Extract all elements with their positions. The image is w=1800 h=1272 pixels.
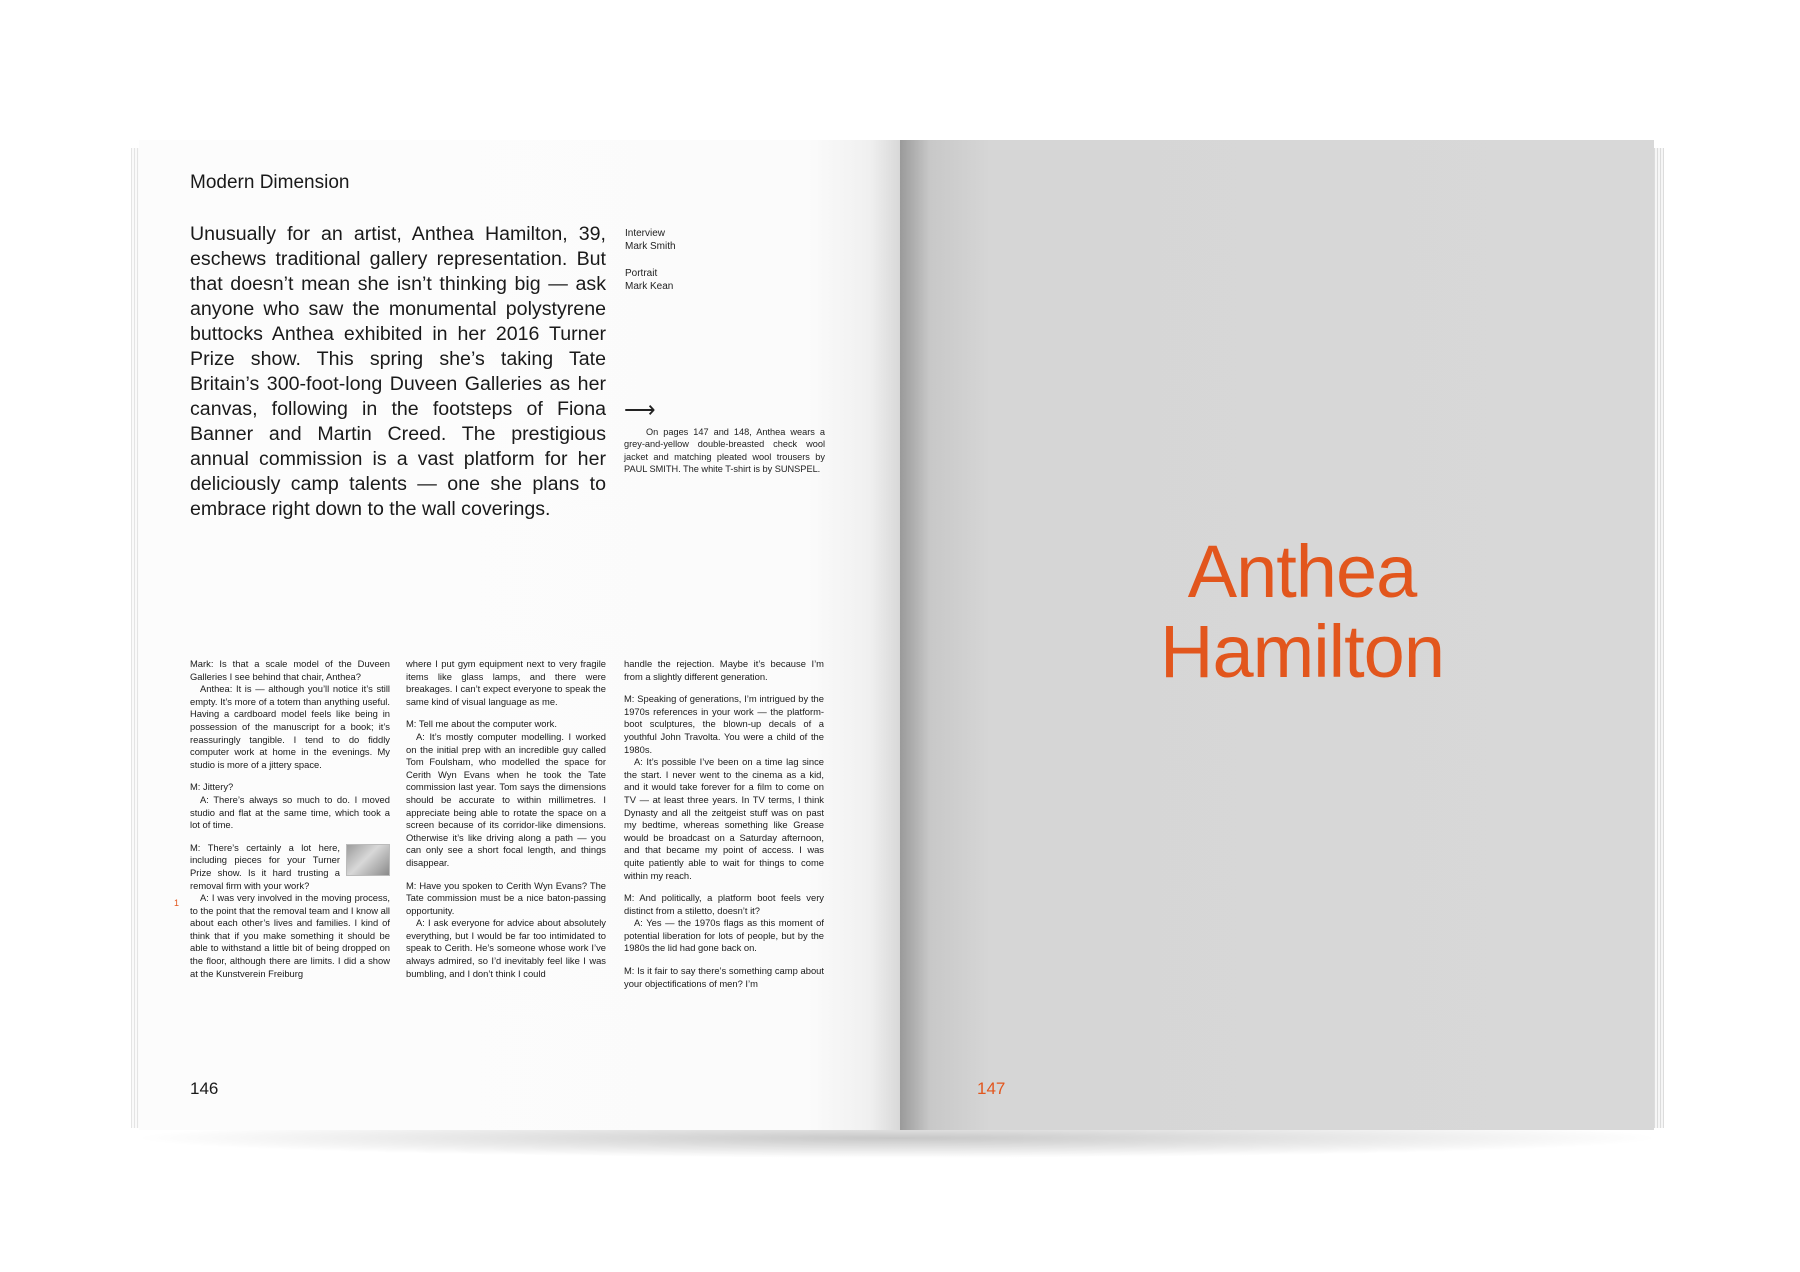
- paragraph: [190, 842, 390, 981]
- footnote-marker: 1: [174, 898, 180, 908]
- paragraph: [406, 880, 606, 981]
- question: Mark: Is that a scale model of the Duveen Galleries I see behind that chair, Anthea?: [190, 658, 390, 682]
- paragraph: [624, 892, 824, 955]
- credit-interview-name: Mark Smith: [625, 241, 676, 252]
- thumbnail-image: [346, 844, 390, 876]
- credit-portrait: [625, 267, 735, 293]
- section-label: Modern Dimension: [190, 172, 350, 193]
- credits: [625, 227, 735, 307]
- feature-title: [1132, 532, 1472, 692]
- question: M: Tell me about the computer work.: [406, 718, 557, 730]
- question-text: M: There’s certainly a lot here, including pieces for your Turner Prize show. Is it hard trusting a removal firm with your work?: [190, 841, 340, 891]
- answer: A: There’s always so much to do. I moved studio and flat at the same time, which took a lot of time.: [190, 793, 390, 831]
- paragraph: [406, 718, 606, 869]
- answer: A: It’s mostly computer modelling. I worked on the initial prep with an incredible guy called Tom Foulsham, who modelled the space for Cerith Wyn Evans when he took the Tate commission last year. Tom says the dimensions should be accurate to within millimetres. I appreciate being able to rotate the space on a screen because of its corridor-like dimensions. Otherwise it’s like driving along a path — you can only see a short focal length, and things disappear.: [406, 730, 606, 868]
- paragraph: [190, 781, 390, 831]
- photo-caption: On pages 147 and 148, Anthea wears a grey-and-yellow double-breasted check wool jacket and matching pleated wool trousers by PAUL SMITH. The white T-shirt is by SUNSPEL.: [624, 427, 825, 474]
- question: [190, 842, 390, 892]
- question: M: Is it fair to say there’s something camp about your objectifications of men? I’m: [624, 965, 824, 989]
- answer: A: I ask everyone for advice about absolutely everything, but I would be far too intimidated to speak to Cerith. He’s someone whose work I’ve always admired, so I’d inevitably feel like I was bumbling, and I don’t think I could: [406, 917, 606, 979]
- answer: Anthea: It is — although you’ll notice it’s still empty. It’s more of a totem than anything useful. Having a cardboard model feels like being in possession of the manuscript for a book; it’s reassuringly tangible. I tend to do fiddly computer work at home in the evenings. My studio is more of a jittery space.: [190, 683, 390, 770]
- answer: handle the rejection. Maybe it’s because I’m from a slightly different generation.: [624, 658, 824, 682]
- paragraph: [624, 965, 824, 990]
- arrow-right-icon: ⟶: [624, 397, 656, 422]
- paragraph: [624, 693, 824, 882]
- paragraph: [190, 658, 390, 771]
- question: M: Speaking of generations, I’m intrigued by the 1970s references in your work — the platform-boot sculptures, the blown-up decals of a youthful John Travolta. You were a child of the 1980s.: [624, 693, 824, 755]
- intro-paragraph: Unusually for an artist, Anthea Hamilton, 39, eschews traditional gallery representation. But that doesn’t mean she isn’t thinking big — ask anyone who saw the monumental polystyrene buttocks Anthea exhibited in her 2016 Turner Prize show. This spring she’s taking Tate Britain’s 300-foot-long Duveen Galleries as her canvas, following in the footsteps of Fiona Banner and Martin Creed. The prestigious annual commission is a vast platform for her deliciously camp talents — one she plans to embrace right down to the wall coverings.: [190, 223, 606, 520]
- credit-interview: [625, 227, 735, 253]
- question: M: Have you spoken to Cerith Wyn Evans? The Tate commission must be a nice baton-passing opportunity.: [406, 879, 606, 916]
- credit-portrait-label: Portrait: [625, 268, 658, 279]
- title-line-1: Anthea: [1187, 530, 1417, 613]
- paragraph: [406, 658, 606, 708]
- question: M: And politically, a platform boot feels very distinct from a stiletto, doesn’t it?: [624, 892, 824, 916]
- answer: A: It’s possible I’ve been on a time lag since the start. I never went to the cinema as a kid, and it would take forever for a film to come on TV — at least three years. In TV terms, I think Dynasty and all the zeitgeist stuff was on past my bedtime, whereas something like Grease would be broadcast on a Saturday afternoon, and that became my point of access. I was quite patiently able to wait for things to come within my reach.: [624, 756, 824, 881]
- page-number-left: 146: [190, 1079, 219, 1098]
- credit-interview-label: Interview: [625, 228, 666, 239]
- body-column-3: [624, 658, 824, 1048]
- page-number-right: 147: [977, 1079, 1006, 1098]
- body-column-1: [190, 658, 390, 1048]
- body-column-2: [406, 658, 606, 1048]
- paragraph: [624, 658, 824, 683]
- answer: where I put gym equipment next to very fragile items like glass lamps, and there were breakages. I can’t expect everyone to speak the same kind of visual language as me.: [406, 658, 606, 707]
- answer: A: Yes — the 1970s flags as this moment of potential liberation for lots of people, but by the 1980s the lid had gone back on.: [624, 917, 824, 954]
- question: M: Jittery?: [190, 781, 234, 793]
- title-line-2: Hamilton: [1160, 610, 1444, 693]
- answer: A: I was very involved in the moving process, to the point that the removal team and I know all about each other’s lives and families. I kind of think that if you make something it should be able to withstand a little bit of being dropped on the floor, although there are limits. I did a show at the Kunstverein Freiburg: [190, 892, 390, 979]
- credit-portrait-name: Mark Kean: [625, 281, 674, 292]
